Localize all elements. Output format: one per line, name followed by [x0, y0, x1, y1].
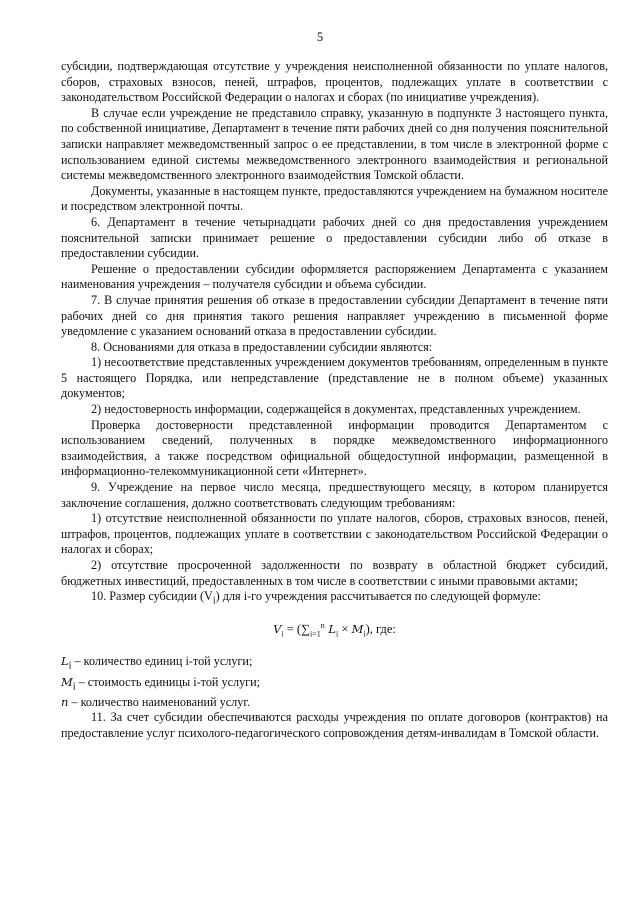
paragraph-item-6: 6. Департамент в течение четырнадцати рабочих дней со дня предоставления учреждением пояснительной записки принимает решение о предоставлении субсидии либо об отказе в предоставлении субсидии.: [61, 214, 608, 261]
definition-m: [61, 675, 608, 695]
paragraph-subsidy-certificate: субсидии, подтверждающая отсутствие у учреждения неисполненной обязанности по уплате налогов, сборов, страховых взносов, пеней, штрафов, процентов, подлежащих уплате в соответствии с законодательством Российской Федерации о налогах и сборах (по инициативе учреждения).: [61, 59, 608, 105]
definition-n-text: – количество наименований услуг.: [68, 694, 250, 709]
paragraph-documents-submission: Документы, указанные в настоящем пункте, предоставляются учреждением на бумажном носителе и посредством электронной почты.: [61, 183, 608, 214]
document-body: [61, 59, 608, 741]
paragraph-item-10: [61, 589, 608, 609]
definition-n-symbol: n: [61, 694, 69, 709]
definition-m-symbol: M: [61, 674, 73, 689]
paragraph-item-11: 11. За счет субсидии обеспечиваются расходы учреждения по оплате договоров (контрактов) на предоставление услуг психолого-педагогического сопровождения детям-инвалидам в Томской области.: [61, 710, 608, 740]
paragraph-item-8: 8. Основаниями для отказа в предоставлении субсидии являются:: [91, 339, 433, 354]
definition-n: [61, 695, 608, 711]
formula-v: V: [273, 622, 282, 637]
definition-l-text: – количество единиц i-той услуги;: [71, 654, 253, 669]
formula-l-sub: i: [336, 629, 339, 639]
paragraph-item-9-2: 2) отсутствие просроченной задолженности по возврату в областной бюджет субсидий, бюджетных инвестиций, предоставленных в том числе в соответствии с иными правовыми актами;: [61, 558, 608, 588]
formula-l: L: [324, 622, 337, 637]
p10-subscript: i: [212, 595, 216, 607]
paragraph-item-9: 9. Учреждение на первое число месяца, предшествующего месяцу, в котором планируется заключение соглашения, должно соответствовать следующим требованиям:: [61, 480, 608, 510]
formula-definitions: [61, 654, 608, 710]
definition-m-sub: i: [72, 680, 76, 692]
formula-eq: = (: [283, 622, 302, 637]
paragraph-item-7: 7. В случае принятия решения об отказе в предоставлении субсидии Департамент в течение пяти рабочих дней со дня принятия такого решения направляет учреждению в письменной форме уведомление с указанием оснований отказа в предоставлении субсидии.: [61, 292, 608, 339]
definition-m-text: – стоимость единицы i-той услуги;: [75, 674, 261, 689]
definition-l-symbol: L: [61, 654, 69, 669]
paragraph-verification: Проверка достоверности представленной информации проводится Департаментом с использованием сведений, полученных в порядке межведомственного информационного взаимодействия, а также посредством официальной общедоступной информации, размещенной в информационно-телекоммуникационной сети «Интернет».: [61, 417, 608, 479]
paragraph-item-9-1: 1) отсутствие неисполненной обязанности по уплате налогов, сборов, страховых взносов, пеней, штрафов, процентов, подлежащих уплате в соответствии с законодательством Российской Федерации о налогах и сборах;: [61, 511, 608, 557]
paragraph-item-8-2: 2) недостоверность информации, содержащейся в документах, представленных учреждением.: [91, 402, 581, 417]
paragraph-interagency-request: В случае если учреждение не представило справку, указанную в подпункте 3 настоящего пункта, по собственной инициативе, Департамент в течение пяти рабочих дней со дня получения пояснительной записки направляет межведомственный запрос о ее представлении, в том числе в электронной форме с использованием единой системы межведомственного электронного взаимодействия и региональной системы межведомственного электронного взаимодействия Томской области.: [61, 105, 608, 183]
paragraph-decision-order: Решение о предоставлении субсидии оформляется распоряжением Департамента с указанием наименования учреждения – получателя субсидии и объема субсидии.: [61, 261, 608, 292]
formula-v-sub: i: [281, 629, 284, 639]
definition-l: [61, 654, 608, 674]
formula-m-sub: i: [363, 629, 366, 639]
formula-m: M: [351, 622, 364, 637]
formula-times: ×: [338, 622, 352, 637]
formula-sum-sign: ∑: [301, 622, 311, 637]
definition-l-sub: i: [68, 660, 72, 672]
p10-text-before: 10. Размер субсидии (V: [91, 589, 213, 604]
formula-where: ), где:: [365, 622, 396, 637]
paragraph-item-8-1: 1) несоответствие представленных учреждением документов требованиям, определенным в пункте 5 настоящего Порядка, или непредставление (представление не в полном объеме) указанных документов;: [61, 355, 608, 401]
formula-sum-lower: i=1: [310, 629, 321, 639]
page-number: 5: [316, 30, 324, 44]
subsidy-formula: [61, 618, 608, 642]
p10-text-after: ) для i-го учреждения рассчитывается по следующей формуле:: [215, 589, 541, 604]
formula-sum-upper: n: [320, 621, 325, 631]
